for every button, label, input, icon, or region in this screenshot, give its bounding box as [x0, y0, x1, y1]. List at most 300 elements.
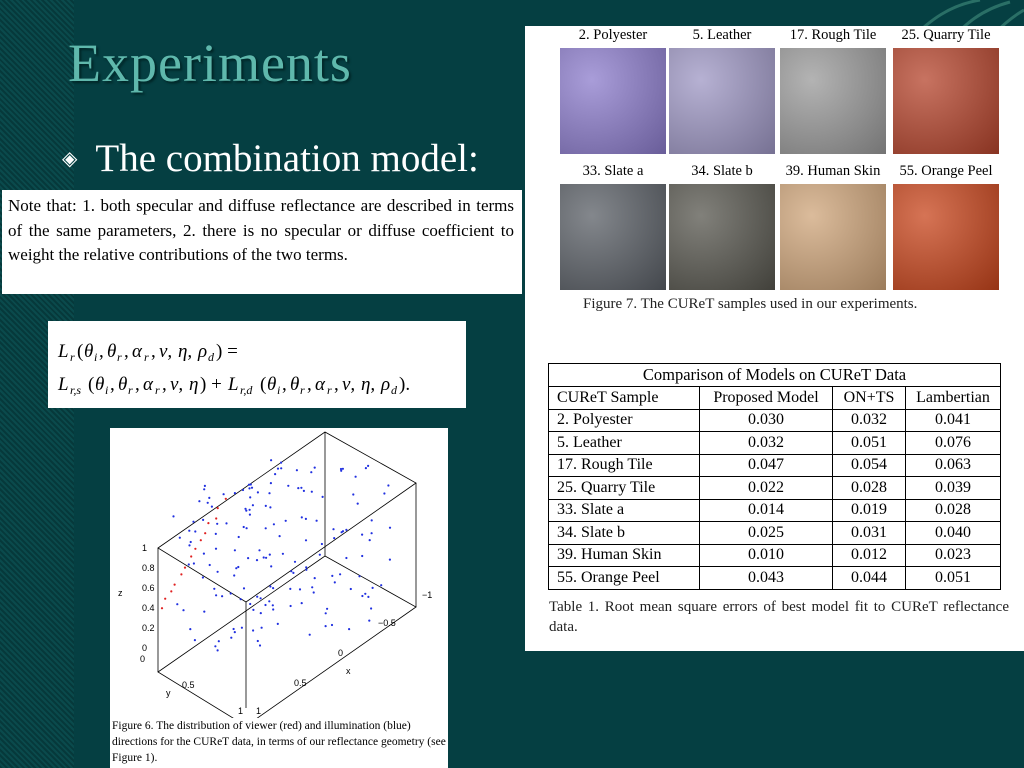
scatter-point: [182, 609, 184, 611]
scatter-point: [230, 592, 232, 594]
figure-7-caption: Figure 7. The CUReT samples used in our experiments.: [583, 296, 918, 312]
scatter-point: [301, 516, 303, 518]
scatter-point: [233, 574, 235, 576]
scatter-point: [172, 515, 174, 517]
header-onts: ON+TS: [833, 387, 906, 410]
scatter-point: [237, 566, 239, 568]
scatter-point: [161, 607, 163, 609]
scatter-point: [309, 634, 311, 636]
scatter-point: [371, 532, 373, 534]
scatter-point: [260, 612, 262, 614]
scatter-point: [389, 527, 391, 529]
tick-label: 0.5: [182, 680, 195, 690]
tick-label: −0.5: [378, 618, 396, 628]
scatter-point: [290, 570, 292, 572]
svg-text:(: (: [260, 374, 267, 395]
scatter-point: [217, 649, 219, 651]
figure-6-caption: Figure 6. The distribution of viewer (red) and illumination (blue) directions for the CUReT data, in terms of our reflectance geometry (see Figure 1).: [112, 720, 446, 764]
scatter-point: [282, 553, 284, 555]
svg-text:θ: θ: [84, 341, 94, 362]
scatter-point: [300, 487, 302, 489]
svg-text:,: ,: [282, 374, 287, 395]
scatter-point: [204, 485, 206, 487]
svg-text:ρ: ρ: [381, 374, 391, 395]
scatter-point: [190, 541, 192, 543]
scatter-point: [209, 564, 211, 566]
scatter-point: [342, 468, 344, 470]
cell-value: 0.032: [700, 432, 833, 455]
scatter-point: [364, 593, 366, 595]
scatter-point: [234, 631, 236, 633]
scatter-point: [265, 505, 267, 507]
z-axis-label: z: [118, 588, 123, 598]
scatter-point: [319, 554, 321, 556]
z-tick-labels: [142, 543, 155, 653]
scatter-point: [290, 605, 292, 607]
sample-swatch: [893, 184, 999, 290]
scatter-point: [273, 523, 275, 525]
cell-value: 0.040: [906, 522, 1001, 545]
figure-7-and-table-panel: [525, 26, 1024, 651]
tick-label: 0.8: [142, 563, 155, 573]
scatter-point: [179, 537, 181, 539]
scatter-point: [234, 549, 236, 551]
svg-text:,: ,: [110, 374, 115, 395]
scatter-point: [280, 467, 282, 469]
scatter-point: [243, 587, 245, 589]
svg-text:(: (: [88, 374, 95, 395]
scatter-point: [277, 468, 279, 470]
cell-sample: 39. Human Skin: [549, 544, 700, 567]
scatter-point: [194, 639, 196, 641]
scatter-point: [249, 514, 251, 516]
scatter-point: [367, 596, 369, 598]
scatter-point: [249, 496, 251, 498]
svg-text:r: r: [327, 383, 332, 397]
svg-text:r: r: [70, 350, 75, 364]
cell-value: 0.051: [833, 432, 906, 455]
scatter-point: [270, 482, 272, 484]
scatter-point: [241, 627, 243, 629]
table-row: [549, 477, 1001, 500]
scatter-point: [188, 563, 190, 565]
scatter-point: [251, 487, 253, 489]
scatter-point: [193, 562, 195, 564]
scatter-point: [287, 485, 289, 487]
scatter-point: [355, 476, 357, 478]
cell-value: 0.023: [906, 544, 1001, 567]
scatter-point: [383, 492, 385, 494]
scatter-point: [203, 611, 205, 613]
svg-text:r: r: [144, 350, 149, 364]
comparison-table: [548, 363, 1001, 590]
scatter-point: [272, 608, 274, 610]
svg-text:,: ,: [99, 341, 104, 362]
scatter-point: [245, 510, 247, 512]
svg-text:,: ,: [334, 374, 339, 395]
sample-label: 33. Slate a: [582, 163, 644, 179]
scatter-point: [285, 520, 287, 522]
svg-text:L: L: [228, 374, 239, 395]
table-header-row: [549, 387, 1001, 410]
cell-sample: 2. Polyester: [549, 409, 700, 432]
svg-text:r: r: [300, 383, 305, 397]
svg-text:d: d: [208, 350, 214, 364]
svg-text:ν,: ν,: [342, 374, 356, 395]
tick-label: 0.4: [142, 603, 155, 613]
scatter-point: [264, 604, 266, 606]
scatter-point: [203, 488, 205, 490]
scatter-point: [389, 559, 391, 561]
scatter-point: [333, 537, 335, 539]
scatter-point: [207, 502, 209, 504]
scatter-point: [358, 575, 360, 577]
scatter-point: [252, 504, 254, 506]
cell-sample: 33. Slate a: [549, 499, 700, 522]
scatter-point: [269, 554, 271, 556]
table-1-caption: Table 1. Root mean square errors of best model fit to CUReT reflectance data.: [549, 599, 1009, 635]
scatter-point: [274, 473, 276, 475]
scatter-point: [252, 609, 254, 611]
scatter-point: [341, 531, 343, 533]
scatter-point: [217, 507, 219, 509]
scatter-point: [361, 534, 363, 536]
scatter-point: [292, 572, 294, 574]
scatter-point: [188, 544, 190, 546]
scatter-points: [161, 459, 391, 651]
cell-sample: 25. Quarry Tile: [549, 477, 700, 500]
svg-text:L: L: [58, 374, 69, 395]
scatter-point: [208, 497, 210, 499]
svg-text:i: i: [105, 383, 109, 397]
table-row: [549, 544, 1001, 567]
sample-swatch: [560, 48, 666, 154]
tick-label: 1: [256, 706, 262, 716]
svg-text:L: L: [58, 341, 69, 362]
tick-label: 0: [142, 643, 148, 653]
bullet-item: [62, 136, 479, 181]
svg-text:(: (: [77, 341, 84, 362]
scatter-point: [331, 575, 333, 577]
scatter-point: [272, 587, 274, 589]
scatter-point: [352, 493, 354, 495]
cell-sample: 34. Slate b: [549, 522, 700, 545]
scatter-point: [311, 491, 313, 493]
scatter-point: [345, 557, 347, 559]
cell-value: 0.014: [700, 499, 833, 522]
scatter-point: [243, 526, 245, 528]
scatter-point: [297, 487, 299, 489]
scatter-point: [339, 573, 341, 575]
scatter-point: [188, 530, 190, 532]
cell-value: 0.063: [906, 454, 1001, 477]
scatter-point: [370, 607, 372, 609]
scatter-point: [263, 556, 265, 558]
scatter-point: [325, 612, 327, 614]
scatter-point: [332, 528, 334, 530]
figure-6: [110, 428, 448, 768]
scatter-point: [249, 603, 251, 605]
svg-text:,: ,: [307, 374, 312, 395]
svg-text:) =: ) =: [216, 341, 238, 362]
scatter-point: [213, 588, 215, 590]
cell-value: 0.039: [906, 477, 1001, 500]
scatter-point: [365, 467, 367, 469]
cell-value: 0.054: [833, 454, 906, 477]
scatter-point: [249, 509, 251, 511]
cell-value: 0.025: [700, 522, 833, 545]
scatter-point: [270, 459, 272, 461]
scatter-point: [259, 644, 261, 646]
scatter-point: [277, 623, 279, 625]
svg-text:ν,: ν,: [159, 341, 173, 362]
scatter-point: [305, 518, 307, 520]
scatter-point: [265, 557, 267, 559]
scatter-point: [367, 465, 369, 467]
cell-value: 0.010: [700, 544, 833, 567]
scatter-point: [194, 548, 196, 550]
tick-label: −1: [422, 590, 433, 600]
svg-text:,: ,: [124, 341, 129, 362]
scatter-point: [235, 567, 237, 569]
tick-label: 0: [140, 654, 146, 664]
scatter-point: [270, 565, 272, 567]
scatter-point: [202, 519, 204, 521]
scatter-point: [256, 559, 258, 561]
tick-label: 1: [238, 706, 244, 716]
header-proposed: Proposed Model: [700, 387, 833, 410]
sample-label: 2. Polyester: [578, 27, 648, 43]
scatter-point: [248, 484, 250, 486]
cell-value: 0.047: [700, 454, 833, 477]
table-row: [549, 409, 1001, 432]
scatter-point: [170, 590, 172, 592]
slide-title: Experiments: [68, 33, 352, 93]
scatter-point: [242, 489, 244, 491]
tick-label: 0.5: [294, 678, 307, 688]
table-row: [549, 432, 1001, 455]
svg-text:θ: θ: [118, 374, 128, 395]
scatter-point: [174, 584, 176, 586]
cell-sample: 17. Rough Tile: [549, 454, 700, 477]
scatter-point: [247, 557, 249, 559]
cell-sample: 5. Leather: [549, 432, 700, 455]
scatter-point: [214, 645, 216, 647]
cell-value: 0.051: [906, 567, 1001, 590]
scatter-point: [322, 496, 324, 498]
svg-text:θ: θ: [95, 374, 105, 395]
scatter-point: [202, 576, 204, 578]
scatter-point: [303, 490, 305, 492]
scatter-point: [272, 604, 274, 606]
cell-value: 0.041: [906, 409, 1001, 432]
scatter-point: [207, 522, 209, 524]
svg-text:α: α: [315, 374, 325, 395]
scatter-point: [314, 467, 316, 469]
svg-text:α: α: [132, 341, 142, 362]
sample-label: 34. Slate b: [691, 163, 753, 179]
scatter-point: [301, 602, 303, 604]
svg-text:).: ).: [399, 374, 411, 395]
scatter-point: [331, 624, 333, 626]
scatter-point: [299, 588, 301, 590]
svg-text:r: r: [155, 383, 160, 397]
sample-swatch: [780, 48, 886, 154]
scatter-point: [280, 462, 282, 464]
table-row: [549, 454, 1001, 477]
cell-value: 0.028: [906, 499, 1001, 522]
scatter-point: [357, 503, 359, 505]
scatter-point: [248, 487, 250, 489]
x-axis-label: x: [346, 666, 351, 676]
scatter-point: [192, 521, 194, 523]
scatter-point: [260, 597, 262, 599]
scatter-point: [257, 491, 259, 493]
scatter-point: [326, 608, 328, 610]
cell-value: 0.012: [833, 544, 906, 567]
svg-text:θ: θ: [107, 341, 117, 362]
scatter-point: [256, 596, 258, 598]
svg-text:i: i: [94, 350, 98, 364]
scatter-point: [268, 492, 270, 494]
scatter-point: [361, 595, 363, 597]
scatter-point: [198, 500, 200, 502]
scatter-point: [215, 548, 217, 550]
scatter-point: [233, 628, 235, 630]
scatter-point: [305, 569, 307, 571]
scatter-point: [211, 506, 213, 508]
svg-text:η,: η,: [361, 374, 376, 395]
tick-label: 1: [142, 543, 148, 553]
scatter-point: [380, 584, 382, 586]
svg-text:,: ,: [162, 374, 167, 395]
scatter-point: [369, 539, 371, 541]
svg-text:α: α: [143, 374, 153, 395]
scatter-point: [305, 539, 307, 541]
scatter-point: [180, 573, 182, 575]
scatter-point: [194, 530, 196, 532]
svg-text:θ: θ: [290, 374, 300, 395]
scatter-point: [321, 543, 323, 545]
scatter-point: [164, 598, 166, 600]
svg-text:) +: ) +: [200, 374, 222, 395]
scatter-point: [184, 567, 186, 569]
cell-value: 0.031: [833, 522, 906, 545]
scatter-point: [316, 520, 318, 522]
note-box: [2, 190, 522, 294]
diamond-bullet-icon: ◈: [62, 148, 78, 170]
scatter-point: [258, 549, 260, 551]
cell-value: 0.030: [700, 409, 833, 432]
svg-text:r,d: r,d: [240, 383, 253, 397]
svg-text:r: r: [128, 383, 133, 397]
scatter-point: [246, 527, 248, 529]
scatter-point: [325, 625, 327, 627]
tick-label: 0.2: [142, 623, 155, 633]
y-axis-label: y: [166, 688, 171, 698]
scatter-point: [340, 468, 342, 470]
scatter-point: [238, 536, 240, 538]
table-title: Comparison of Models on CUReT Data: [549, 364, 1001, 387]
cell-value: 0.076: [906, 432, 1001, 455]
y-tick-labels: [140, 654, 243, 716]
scatter-point: [387, 484, 389, 486]
scatter-point: [268, 600, 270, 602]
scatter-point: [190, 555, 192, 557]
sample-swatch: [560, 184, 666, 290]
bullet-text: The combination model:: [95, 137, 479, 180]
scatter-point: [311, 586, 313, 588]
svg-text:η,: η,: [178, 341, 193, 362]
cell-value: 0.044: [833, 567, 906, 590]
svg-text:ν,: ν,: [170, 374, 184, 395]
scatter-point: [368, 620, 370, 622]
scatter-point: [176, 603, 178, 605]
sample-swatch: [669, 184, 775, 290]
sample-swatch: [780, 184, 886, 290]
sample-label: 17. Rough Tile: [789, 27, 877, 43]
scatter-point: [269, 506, 271, 508]
header-sample: CUReT Sample: [549, 387, 700, 410]
scatter-point: [261, 627, 263, 629]
scatter-point: [252, 629, 254, 631]
svg-text:θ: θ: [267, 374, 277, 395]
scatter-point: [217, 571, 219, 573]
note-text: Note that: 1. both specular and diffuse reflectance are described in terms of the same parameters, 2. there is no specular or diffuse coefficient to weight the relative contributions of the two terms.: [8, 196, 514, 264]
sample-label: 39. Human Skin: [785, 163, 881, 179]
tick-label: 0: [338, 648, 344, 658]
scatter-point: [215, 533, 217, 535]
tick-label: 0.6: [142, 583, 155, 593]
cell-value: 0.043: [700, 567, 833, 590]
scatter-point: [305, 566, 307, 568]
table-row: [549, 499, 1001, 522]
svg-text:ρ: ρ: [198, 341, 208, 362]
svg-text:η: η: [189, 374, 199, 395]
scatter-point: [294, 561, 296, 563]
scatter-point: [203, 553, 205, 555]
scatter-point: [221, 595, 223, 597]
svg-text:r,s: r,s: [70, 383, 82, 397]
equation-svg: [48, 321, 466, 408]
scatter-point: [334, 581, 336, 583]
scatter-point: [218, 640, 220, 642]
scatter-point: [350, 588, 352, 590]
cell-value: 0.022: [700, 477, 833, 500]
scatter-point: [279, 535, 281, 537]
sample-label: 5. Leather: [692, 27, 752, 43]
scatter-point: [372, 587, 374, 589]
svg-text:d: d: [391, 383, 397, 397]
scatter-point: [371, 519, 373, 521]
scatter-point: [200, 539, 202, 541]
scatter-point: [225, 522, 227, 524]
x-tick-labels: [256, 590, 432, 716]
cell-value: 0.028: [833, 477, 906, 500]
header-lambertian: Lambertian: [906, 387, 1001, 410]
svg-text:i: i: [277, 383, 281, 397]
scatter-point: [189, 628, 191, 630]
sample-label: 55. Orange Peel: [899, 163, 993, 179]
scatter-point: [265, 527, 267, 529]
sample-swatch: [669, 48, 775, 154]
scatter-point: [257, 640, 259, 642]
sample-label: 25. Quarry Tile: [901, 27, 991, 43]
table-row: [549, 567, 1001, 590]
scatter-point: [296, 469, 298, 471]
scatter-point: [314, 577, 316, 579]
svg-text:,: ,: [151, 341, 156, 362]
